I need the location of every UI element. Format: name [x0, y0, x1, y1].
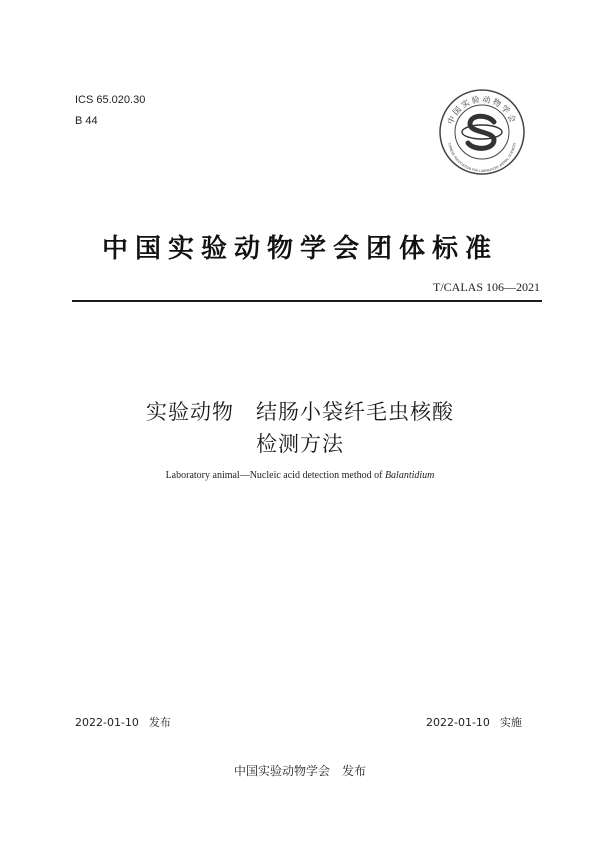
title-en-genus: Balantidium — [384, 470, 435, 481]
publisher-name: 中国实验动物学会 — [233, 764, 330, 778]
issue-label: 发布 — [148, 716, 171, 729]
standard-number: T/CALAS 106—2021 — [432, 280, 540, 294]
issue-date-line — [75, 714, 171, 730]
main-title: 中国实验动物学会团体标准 — [101, 234, 498, 264]
publisher-action: 发布 — [342, 764, 367, 778]
seal-ring-text: 中国实验动物学会 — [445, 94, 519, 126]
issue-date: 2022-01-10 — [75, 716, 139, 729]
effective-date: 2022-01-10 — [426, 716, 490, 729]
title-en — [0, 470, 600, 481]
ccs-code: B 44 — [75, 115, 98, 127]
ics-code: ICS 65.020.30 — [75, 94, 146, 106]
seal-ring-text-en: CHINESE ASSOCIATION FOR LABORATORY ANIMAL SCIENCES — [447, 142, 517, 174]
title-zh-part1: 实验动物 — [146, 400, 234, 424]
title-zh-line2: 检测方法 — [256, 432, 344, 456]
divider — [72, 300, 542, 302]
society-seal-icon — [438, 88, 526, 176]
title-en-prefix: Laboratory animal—Nucleic acid detection method of — [165, 470, 385, 481]
title-zh-line1 — [0, 396, 600, 426]
effective-date-line — [426, 714, 522, 730]
title-zh-part2: 结肠小袋纤毛虫核酸 — [256, 400, 454, 424]
effective-label: 实施 — [499, 716, 522, 729]
publisher-line — [0, 762, 600, 779]
